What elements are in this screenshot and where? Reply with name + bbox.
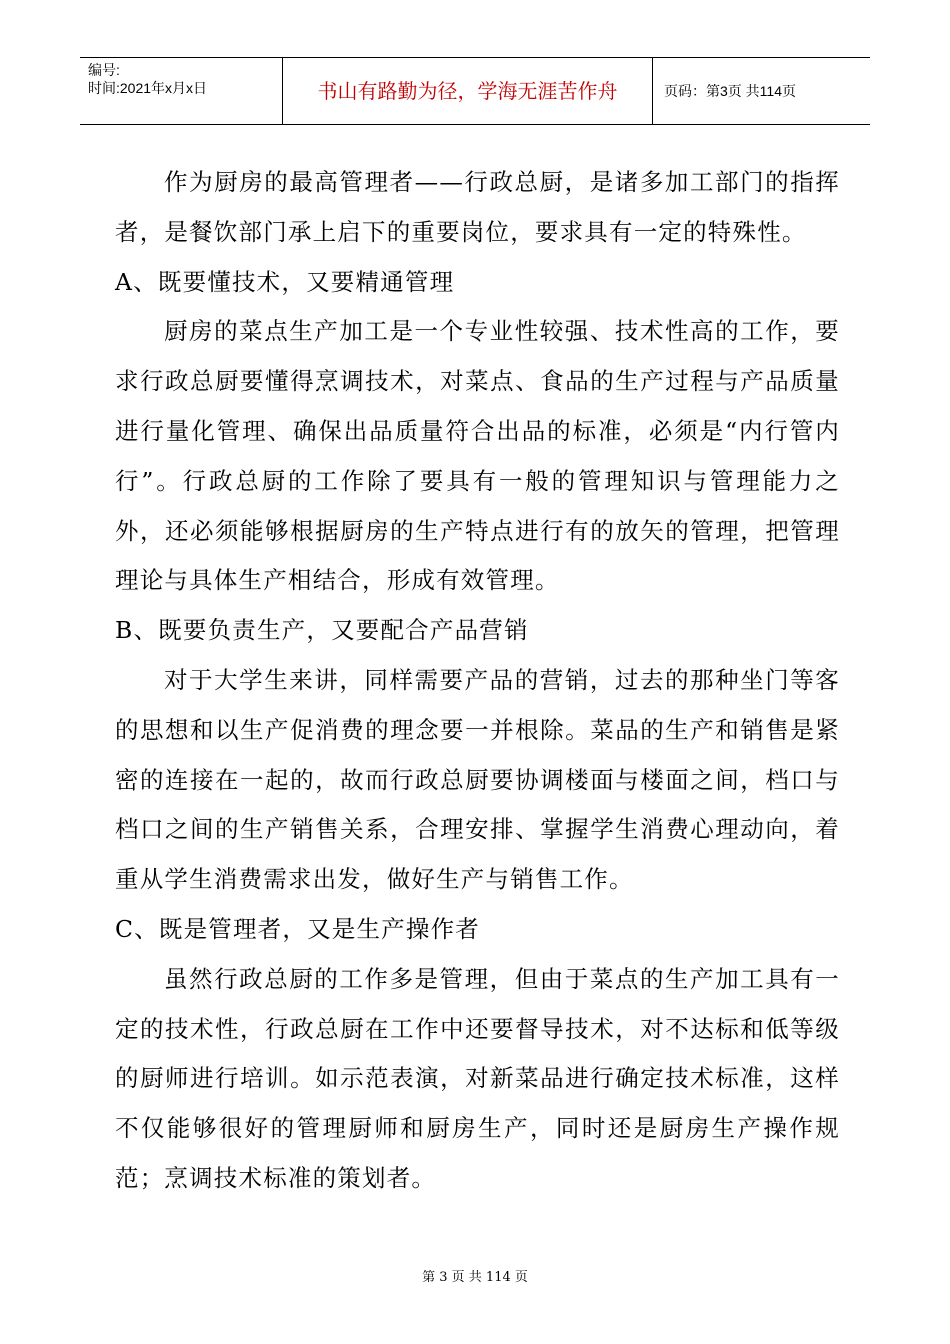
header-page-code: 页码：第3页 共114页 xyxy=(664,83,796,99)
section-heading-b: B、既要负责生产，又要配合产品营销 xyxy=(115,616,529,645)
section-paragraph-a: 厨房的菜点生产加工是一个专业性较强、技术性高的工作，要求行政总厨要懂得烹调技术，对菜点、食品的生产过程与产品质量进行量化管理、确保出品质量符合出品的标准，必须是“内行管内行”。行政总厨的工作除了要具有一般的管理知识与管理能力之外，还必须能够根据厨房的生产特点进行有的放矢的管理，把管理理论与具体生产相结合，形成有效管理。 xyxy=(115,317,840,595)
section-heading-a: A、既要懂技术，又要精通管理 xyxy=(115,267,455,296)
page-header xyxy=(80,57,870,125)
section-heading-c: C、既是管理者，又是生产操作者 xyxy=(115,914,480,943)
header-divider xyxy=(652,58,653,124)
section-paragraph-b: 对于大学生来讲，同样需要产品的营销，过去的那种坐门等客的思想和以生产促消费的理念要一并根除。菜品的生产和销售是紧密的连接在一起的，故而行政总厨要协调楼面与楼面之间，档口与档口之间的生产销售关系，合理安排、掌握学生消费心理动向，着重从学生消费需求出发，做好生产与销售工作。 xyxy=(115,665,840,894)
page-footer: 第 3 页 共 114 页 xyxy=(422,1270,528,1285)
document-body xyxy=(115,158,840,1204)
serial-number-label: 编号: xyxy=(88,62,120,78)
section-paragraph-c: 虽然行政总厨的工作多是管理，但由于菜点的生产加工具有一定的技术性，行政总厨在工作中还要督导技术，对不达标和低等级的厨师进行培训。如示范表演，对新菜品进行确定技术标准，这样不仅能够很好的管理厨师和厨房生产，同时还是厨房生产操作规范；烹调技术标准的策划者。 xyxy=(115,964,840,1192)
intro-paragraph: 作为厨房的最高管理者——行政总厨，是诸多加工部门的指挥者，是餐饮部门承上启下的重要岗位，要求具有一定的特殊性。 xyxy=(115,168,840,246)
header-meta xyxy=(88,61,207,97)
header-motto: 书山有路勤为径，学海无涯苦作舟 xyxy=(317,79,618,103)
date-label: 时间:2021年x月x日 xyxy=(88,80,208,96)
